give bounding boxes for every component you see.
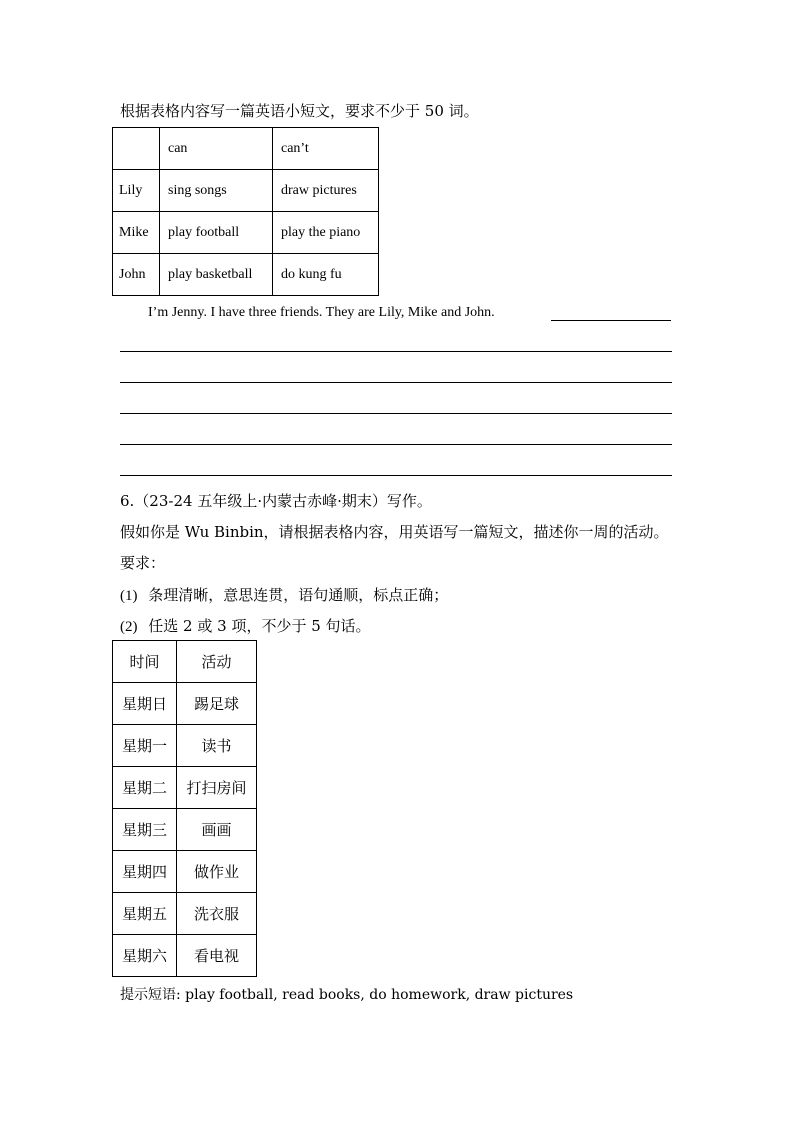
q6-hint-phrases: 提示短语: play football, read books, do homework, draw pictures — [120, 987, 574, 1003]
answer-line[interactable] — [120, 444, 672, 445]
table-cell-day: 星期四 — [113, 851, 177, 893]
table-cell-name: Mike — [113, 212, 160, 254]
requirement-number: (1) — [120, 588, 138, 604]
answer-line[interactable] — [120, 351, 672, 352]
table-cell-day: 星期日 — [113, 683, 177, 725]
table-cell-day: 星期五 — [113, 893, 177, 935]
table-cell-activity: 做作业 — [177, 851, 257, 893]
table-cell-activity: 踢足球 — [177, 683, 257, 725]
q6-requirement-2 — [120, 616, 371, 637]
table-row — [113, 893, 257, 935]
table-row — [113, 683, 257, 725]
table-row — [113, 935, 257, 977]
table-cell: sing songs — [160, 170, 273, 212]
table-header-cant: can’t — [273, 128, 379, 170]
requirement-text: 任选 2 或 3 项，不少于 5 句话。 — [148, 617, 371, 635]
table-header-activity: 活动 — [177, 641, 257, 683]
table-header-can: can — [160, 128, 273, 170]
table-cell — [113, 128, 160, 170]
answer-line[interactable] — [120, 413, 672, 414]
table-row — [113, 212, 379, 254]
table-cell-day: 星期三 — [113, 809, 177, 851]
table-header-row — [113, 641, 257, 683]
table-cell-activity: 打扫房间 — [177, 767, 257, 809]
table-cell-name: John — [113, 254, 160, 296]
table-cell: draw pictures — [273, 170, 379, 212]
answer-line[interactable] — [120, 382, 672, 383]
ability-table — [112, 127, 379, 296]
table-row — [113, 809, 257, 851]
table-cell-name: Lily — [113, 170, 160, 212]
answer-line[interactable] — [120, 475, 672, 476]
requirement-number: (2) — [120, 619, 138, 635]
table-cell-activity: 读书 — [177, 725, 257, 767]
table-cell: do kung fu — [273, 254, 379, 296]
table-cell-activity: 画画 — [177, 809, 257, 851]
table-cell-day: 星期六 — [113, 935, 177, 977]
q6-requirements-label: 要求： — [120, 554, 166, 572]
table-cell: play the piano — [273, 212, 379, 254]
table-cell-activity: 看电视 — [177, 935, 257, 977]
table-cell-activity: 洗衣服 — [177, 893, 257, 935]
answer-blank[interactable] — [551, 320, 671, 321]
table-row — [113, 725, 257, 767]
table-row — [113, 851, 257, 893]
weekly-activity-table — [112, 640, 257, 977]
table-header-row — [113, 128, 379, 170]
table-header-time: 时间 — [113, 641, 177, 683]
table-cell-day: 星期一 — [113, 725, 177, 767]
q5-instruction: 根据表格内容写一篇英语小短文，要求不少于 50 词。 — [120, 102, 479, 120]
table-row — [113, 170, 379, 212]
q6-title: 6.（23-24 五年级上·内蒙古赤峰·期末）写作。 — [120, 492, 432, 510]
table-cell: play basketball — [160, 254, 273, 296]
requirement-text: 条理清晰，意思连贯，语句通顺，标点正确； — [148, 586, 449, 604]
table-row — [113, 767, 257, 809]
q6-prompt: 假如你是 Wu Binbin，请根据表格内容，用英语写一篇短文，描述你一周的活动。 — [120, 523, 669, 541]
table-row — [113, 254, 379, 296]
q6-requirement-1 — [120, 585, 448, 606]
q5-starter-sentence: I’m Jenny. I have three friends. They are Lily, Mike and John. — [148, 305, 495, 320]
table-cell-day: 星期二 — [113, 767, 177, 809]
table-cell: play football — [160, 212, 273, 254]
